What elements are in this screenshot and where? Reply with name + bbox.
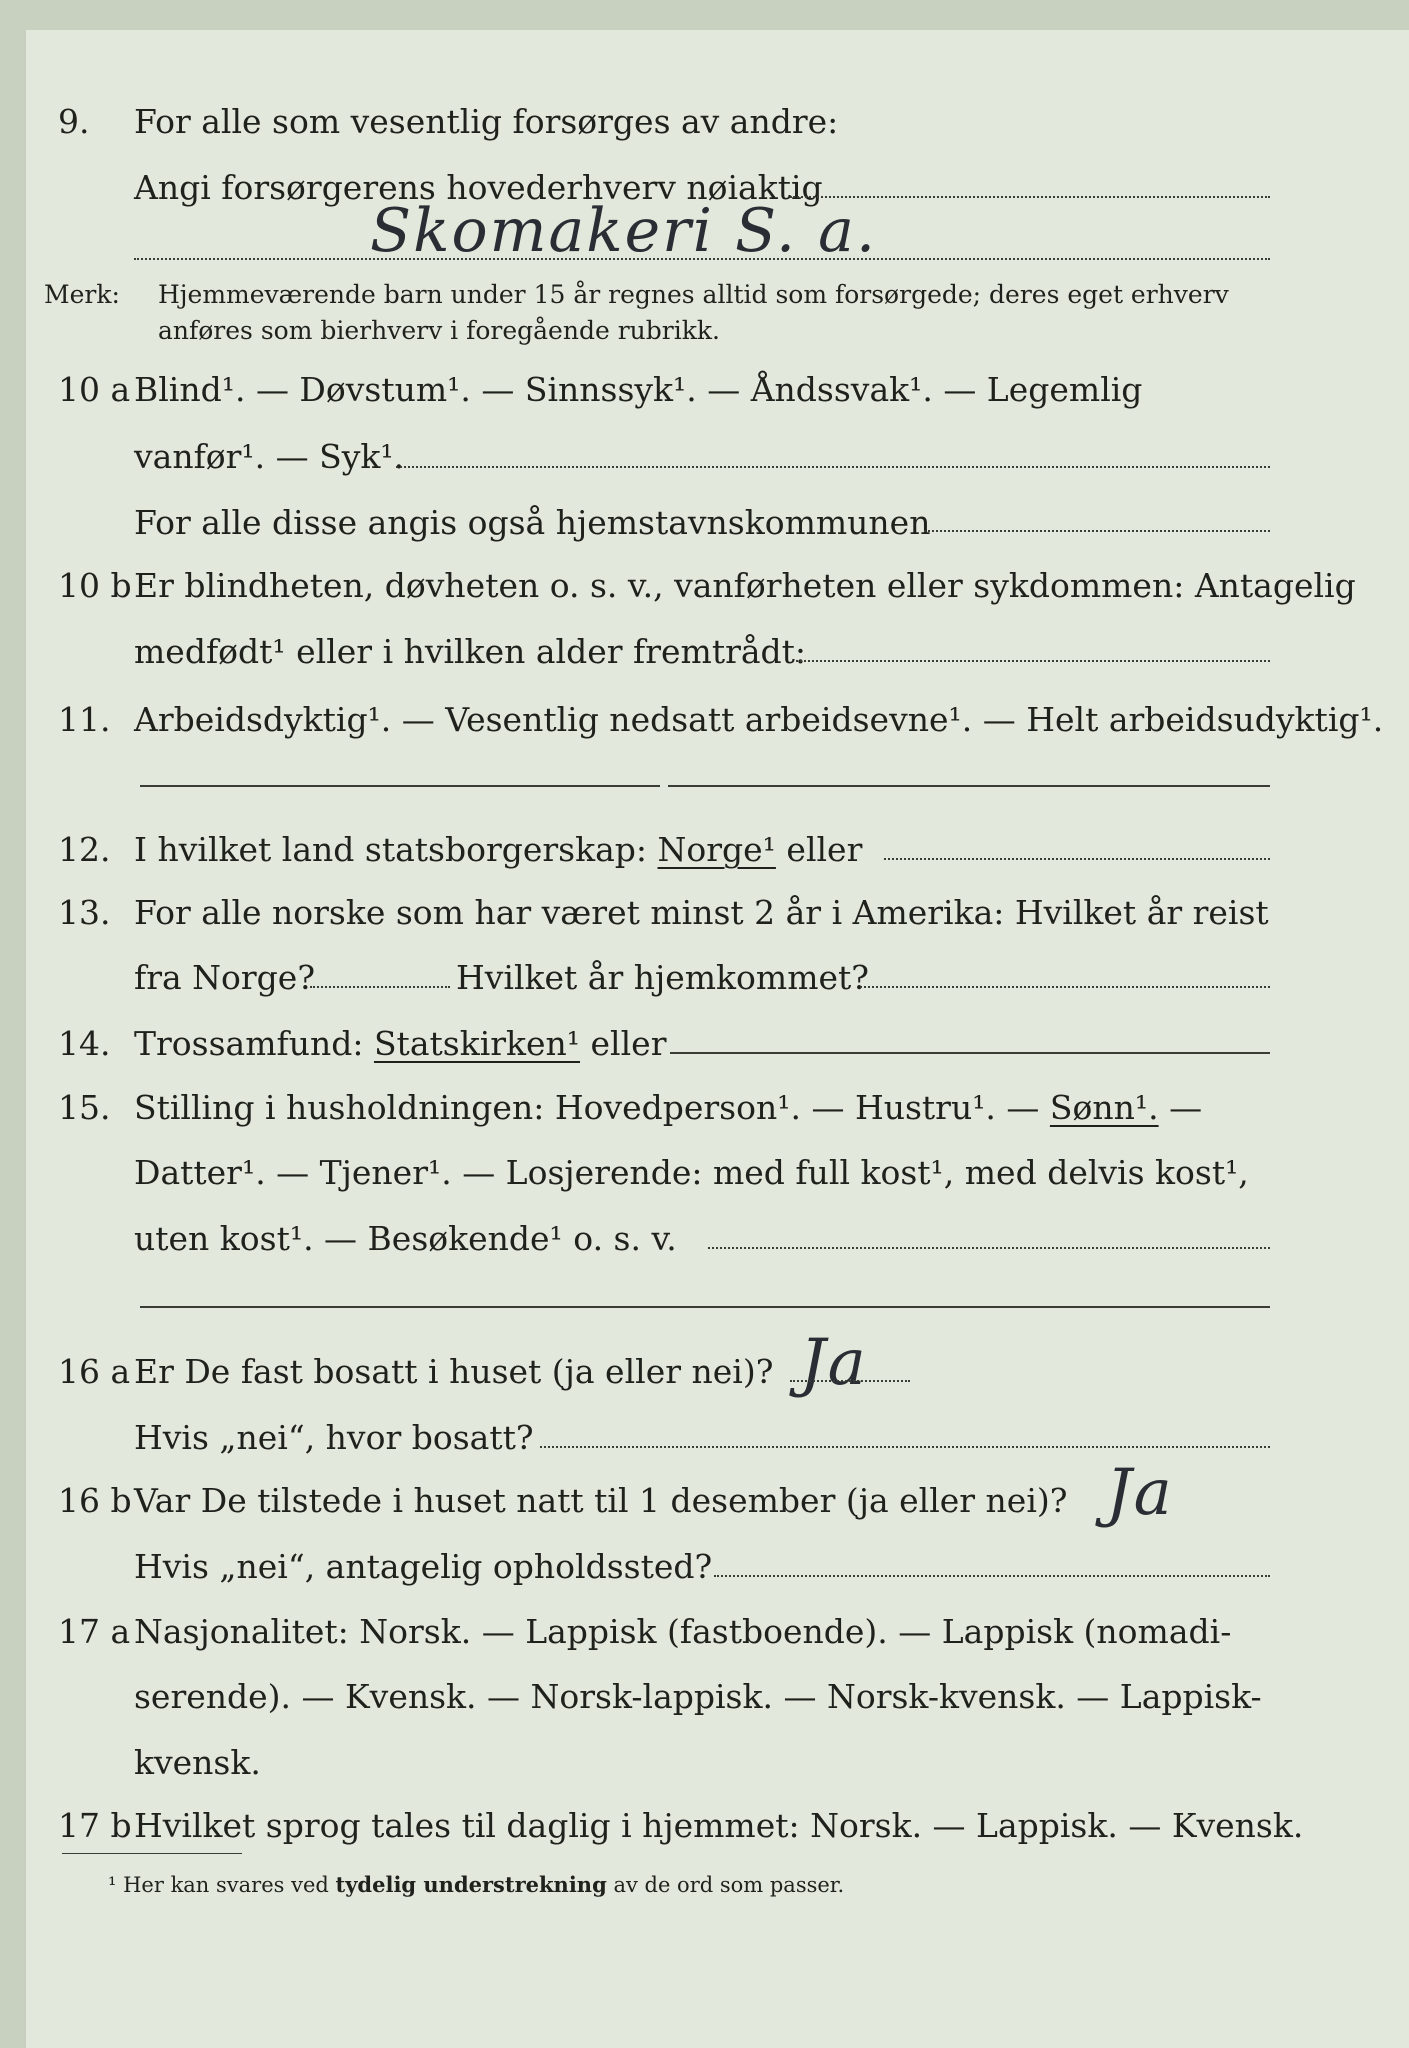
q17a-number: 17 a: [58, 1612, 131, 1651]
q13-reist-line: [310, 986, 450, 988]
q12-prefix: I hvilket land statsborgerskap:: [134, 830, 648, 869]
q12-number: 12.: [58, 830, 111, 869]
q14-answer-line: [670, 1052, 1270, 1054]
q16a-handwritten-answer: Ja: [800, 1326, 868, 1400]
q14-line: [134, 1024, 666, 1063]
q15-line1a: Stilling i husholdningen: Hovedperson¹. — Hustru¹. —: [134, 1088, 1040, 1127]
q17b-number: 17 b: [58, 1806, 132, 1845]
q14-suffix: eller: [590, 1024, 667, 1063]
q13-line1: For alle norske som har været minst 2 år i Amerika: Hvilket år reist: [134, 893, 1269, 932]
q16b-opholdssted-line: [714, 1575, 1270, 1577]
q13-line2b: Hvilket år hjemkommet?: [456, 958, 869, 997]
paper-edge-left: [0, 0, 26, 2048]
q10a-hjemstavn-line: [924, 530, 1270, 532]
q17a-line2: serende). — Kvensk. — Norsk-lappisk. — Norsk-kvensk. — Lappisk-: [134, 1677, 1262, 1716]
q13-number: 13.: [58, 893, 111, 932]
merk-label: Merk:: [44, 280, 120, 309]
q16b-line1: Var De tilstede i huset natt til 1 desember (ja eller nei)?: [134, 1481, 1068, 1520]
q15-line1b: —: [1169, 1088, 1203, 1127]
q10a-number: 10 a: [58, 370, 131, 409]
q16b-number: 16 b: [58, 1481, 132, 1520]
q17a-line1: Nasjonalitet: Norsk. — Lappisk (fastboende). — Lappisk (nomadi-: [134, 1612, 1232, 1651]
q16a-number: 16 a: [58, 1352, 131, 1391]
q11-answer-line-b: [668, 785, 1270, 787]
q15-answer-line: [708, 1247, 1270, 1249]
q15-line1: [134, 1088, 1202, 1127]
q10a-line1: Blind¹. — Døvstum¹. — Sinnssyk¹. — Åndssvak¹. — Legemlig: [134, 370, 1143, 409]
q12-suffix: eller: [786, 830, 863, 869]
q9-handwritten-answer: Skomakeri S. a.: [370, 196, 878, 266]
q12-answer-line: [884, 858, 1270, 860]
q17a-line3: kvensk.: [134, 1743, 261, 1782]
q15-line3: uten kost¹. — Besøkende¹ o. s. v.: [134, 1219, 677, 1258]
paper-edge-top: [0, 0, 1409, 30]
q15-answer-line2: [140, 1306, 1270, 1308]
q12-line: [134, 830, 862, 869]
q15-underlined-sonn: Sønn¹.: [1049, 1088, 1159, 1127]
q10b-number: 10 b: [58, 566, 132, 605]
q16a-line1: Er De fast bosatt i huset (ja eller nei)?: [134, 1352, 774, 1391]
q11-answer-line-a: [140, 785, 660, 787]
footnote-text-b: av de ord som passer.: [613, 1873, 845, 1897]
q14-underlined-statskirken: Statskirken¹: [373, 1024, 581, 1063]
q9-answer-line2: [134, 258, 1270, 260]
q14-prefix: Trossamfund:: [134, 1024, 364, 1063]
q10b-answer-line: [796, 660, 1270, 662]
footnote-mark: ¹: [108, 1873, 117, 1897]
q14-number: 14.: [58, 1024, 111, 1063]
q9-line2: Angi forsørgerens hovederhverv nøiaktig: [134, 168, 823, 207]
q16a-line2: Hvis „nei“, hvor bosatt?: [134, 1418, 534, 1457]
q16a-bosatt-line: [540, 1446, 1270, 1448]
footnote-text-a: Her kan svares ved: [123, 1873, 329, 1897]
footnote: [108, 1872, 844, 1897]
merk-line1: Hjemmeværende barn under 15 år regnes alltid som forsørgede; deres eget erhverv: [158, 280, 1229, 309]
q10a-line2: vanfør¹. — Syk¹.: [134, 437, 405, 476]
footnote-text-bold: tydelig understrekning: [335, 1872, 607, 1897]
q9-line1: For alle som vesentlig forsørges av andre:: [134, 102, 839, 141]
q10b-line1: Er blindheten, døvheten o. s. v., vanførheten eller sykdommen: Antagelig: [134, 566, 1356, 605]
q16b-handwritten-answer: Ja: [1106, 1456, 1174, 1530]
q16b-line2: Hvis „nei“, antagelig opholdssted?: [134, 1547, 713, 1586]
q9-number: 9.: [58, 102, 90, 141]
q13-hjemkommet-line: [860, 986, 1270, 988]
q10b-line2: medfødt¹ eller i hvilken alder fremtrådt:: [134, 632, 807, 671]
q10a-answer-line: [396, 466, 1270, 468]
q12-underlined-norge: Norge¹: [657, 830, 776, 869]
q10a-line3: For alle disse angis også hjemstavnskommunen: [134, 503, 931, 542]
q11-number: 11.: [58, 700, 111, 739]
q13-line2a: fra Norge?: [134, 958, 316, 997]
q11-line1: Arbeidsdyktig¹. — Vesentlig nedsatt arbeidsevne¹. — Helt arbeidsudyktig¹.: [134, 700, 1384, 739]
q15-line2: Datter¹. — Tjener¹. — Losjerende: med full kost¹, med delvis kost¹,: [134, 1153, 1249, 1192]
q16a-answer-line: [790, 1380, 910, 1382]
q15-number: 15.: [58, 1088, 111, 1127]
footnote-rule: [62, 1853, 242, 1854]
merk-line2: anføres som bierhverv i foregående rubrikk.: [158, 316, 720, 345]
q17b-line1: Hvilket sprog tales til daglig i hjemmet: Norsk. — Lappisk. — Kvensk.: [134, 1806, 1304, 1845]
